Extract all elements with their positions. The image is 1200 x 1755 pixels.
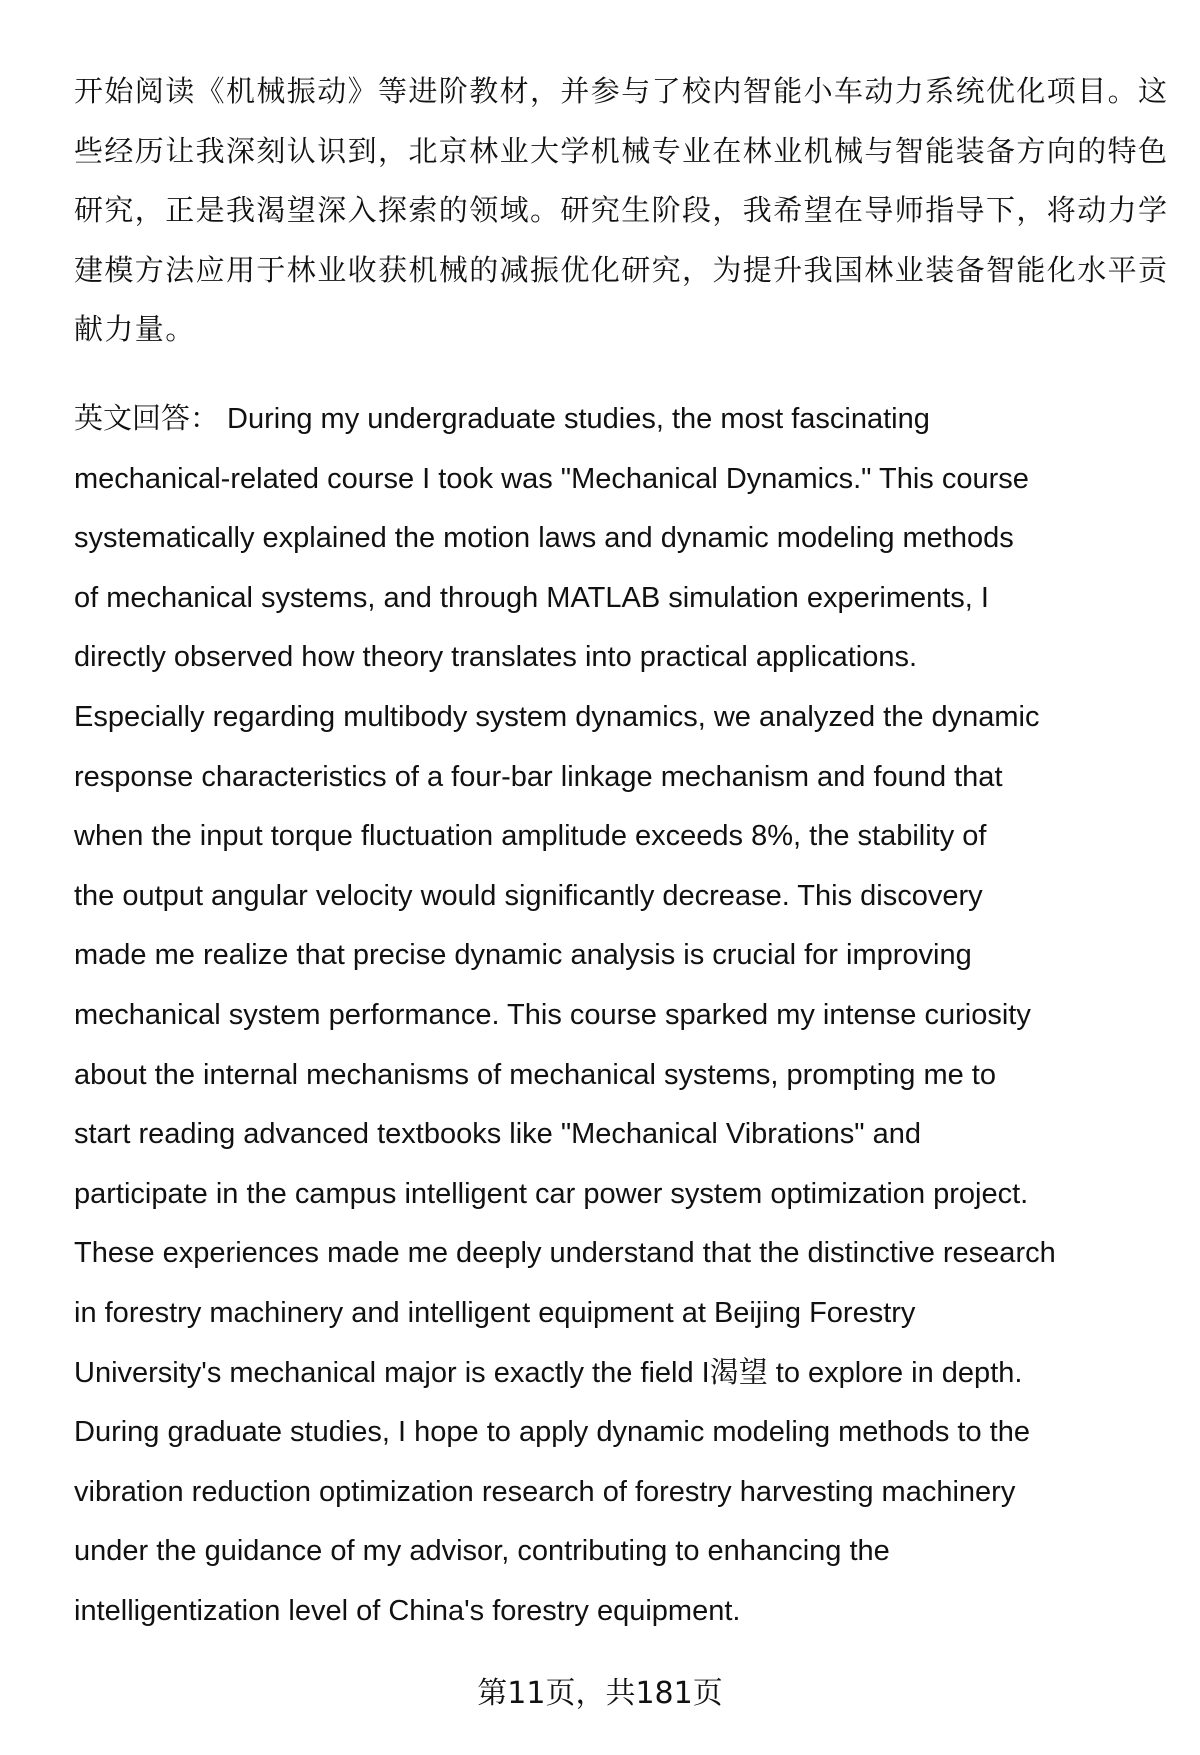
- text-line: 些经历让我深刻认识到，北京林业大学机械专业在林业机械与智能装备方向的特色: [74, 133, 1169, 168]
- page-number: 第11页，共181页: [477, 1676, 723, 1711]
- text-line: 英文回答： During my undergraduate studies, the most fascinating: [74, 403, 930, 435]
- text-line: when the input torque fluctuation amplitude exceeds 8%, the stability of: [74, 820, 987, 853]
- text-line: mechanical system performance. This course sparked my intense curiosity: [74, 999, 1031, 1031]
- text-line: start reading advanced textbooks like "Mechanical Vibrations" and: [74, 1118, 922, 1151]
- text-line: University's mechanical major is exactly the field I渴望 to explore in depth.: [74, 1356, 1023, 1389]
- text-line: response characteristics of a four-bar linkage mechanism and found that: [74, 760, 1003, 793]
- text-line: 献力量。: [74, 312, 196, 347]
- text-line: 开始阅读《机械振动》等进阶教材，并参与了校内智能小车动力系统优化项目。这: [74, 74, 1169, 108]
- text-line: under the guidance of my advisor, contributing to enhancing the: [74, 1535, 890, 1568]
- text-line: vibration reduction optimization research of forestry harvesting machinery: [74, 1475, 1016, 1508]
- text-line: During graduate studies, I hope to apply dynamic modeling methods to the: [74, 1416, 1030, 1449]
- text-line: about the internal mechanisms of mechanical systems, prompting me to: [74, 1058, 996, 1091]
- text-line: participate in the campus intelligent car power system optimization project.: [74, 1177, 1029, 1210]
- text-line: intelligentization level of China's forestry equipment.: [74, 1595, 741, 1627]
- text-line: made me realize that precise dynamic analysis is crucial for improving: [74, 939, 972, 972]
- text-line: in forestry machinery and intelligent equipment at Beijing Forestry: [74, 1297, 916, 1329]
- text-line: 研究，正是我渴望深入探索的领域。研究生阶段，我希望在导师指导下，将动力学: [74, 193, 1169, 228]
- text-line: directly observed how theory translates into practical applications.: [74, 641, 918, 674]
- text-line: Especially regarding multibody system dynamics, we analyzed the dynamic: [74, 701, 1040, 733]
- text-line: systematically explained the motion laws and dynamic modeling methods: [74, 522, 1014, 555]
- text-line: the output angular velocity would significantly decrease. This discovery: [74, 879, 983, 912]
- text-line: of mechanical systems, and through MATLAB simulation experiments, I: [74, 581, 989, 614]
- text-line: 建模方法应用于林业收获机械的减振优化研究，为提升我国林业装备智能化水平贡: [74, 252, 1169, 287]
- text-line: These experiences made me deeply understand that the distinctive research: [74, 1237, 1056, 1270]
- text-line: mechanical-related course I took was "Mechanical Dynamics." This course: [74, 462, 1029, 495]
